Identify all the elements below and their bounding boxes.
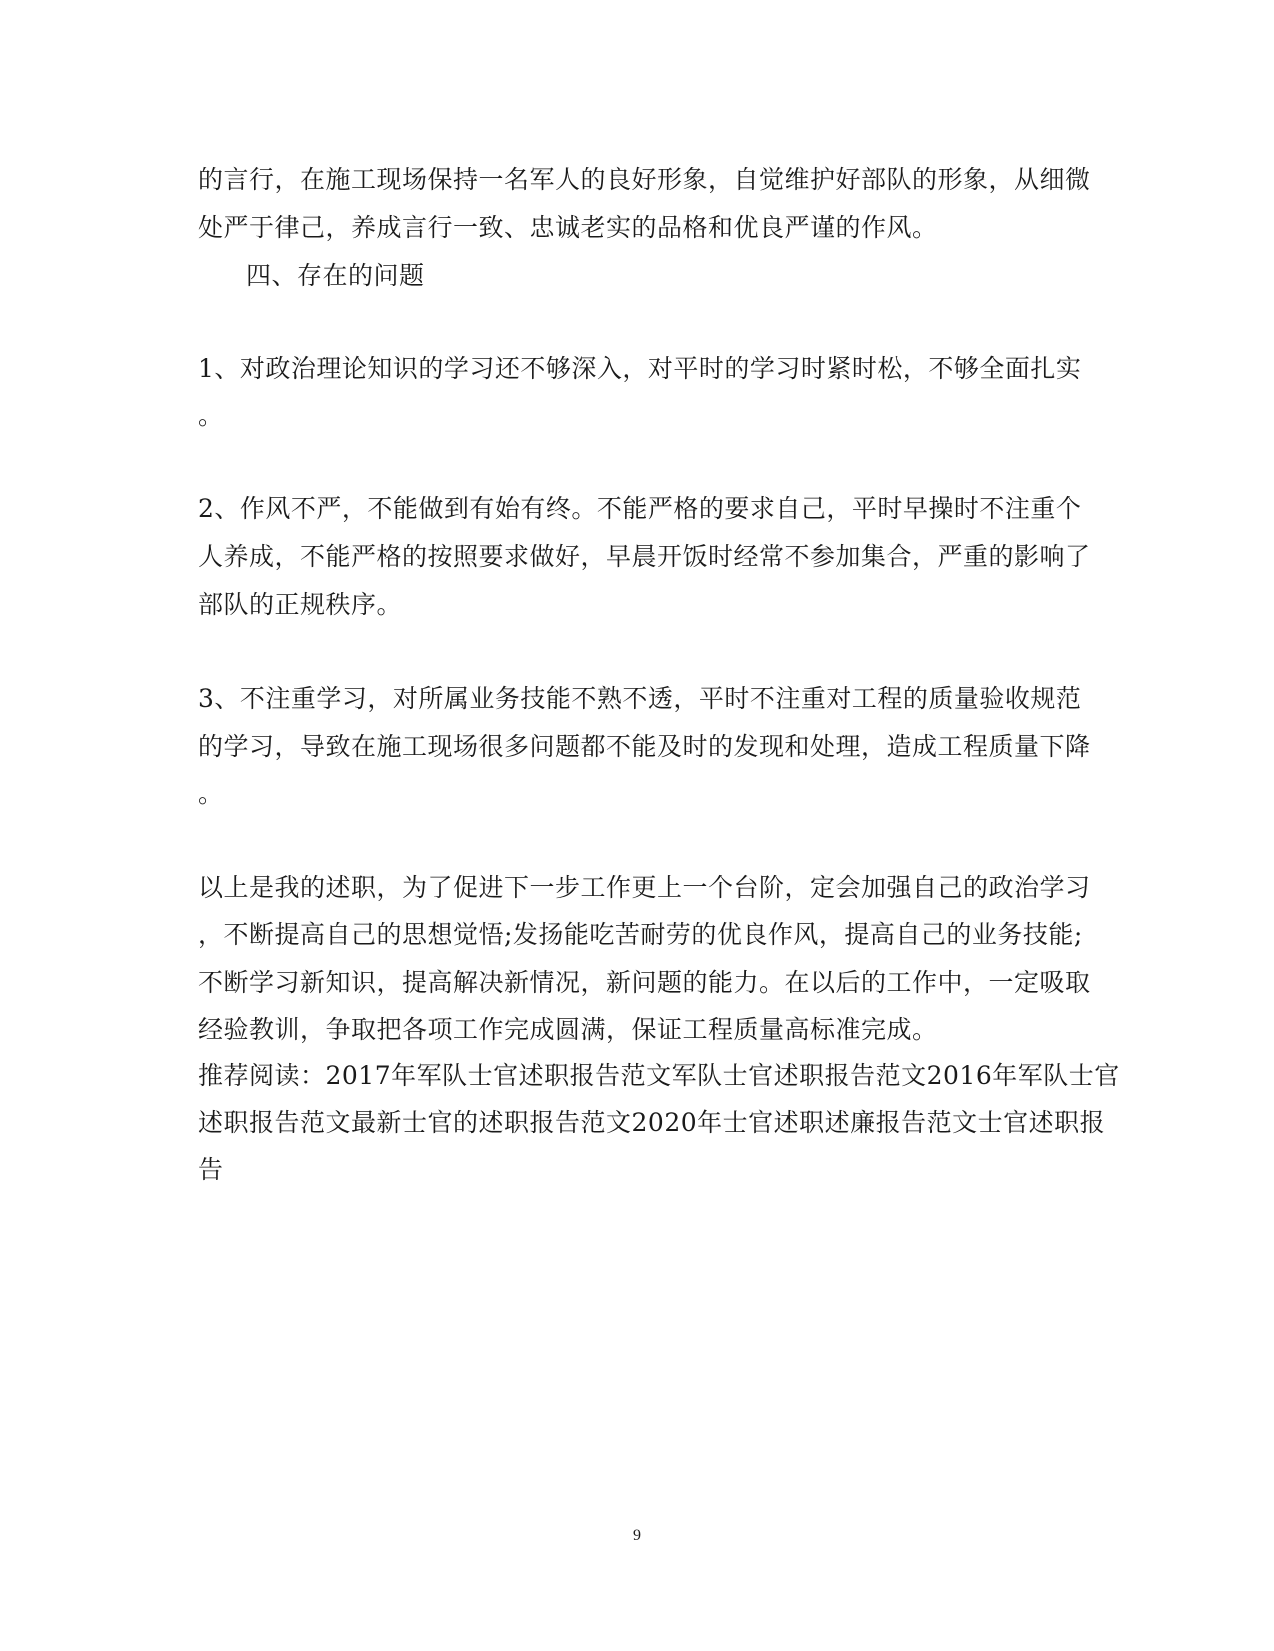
section-heading: 四、存在的问题	[246, 261, 425, 290]
text-line: 以上是我的述职，为了促进下一步工作更上一个台阶，定会加强自己的政治学习	[198, 873, 1091, 902]
text-line: ，不断提高自己的思想觉悟;发扬能吃苦耐劳的优良作风，提高自己的业务技能;	[198, 920, 1083, 949]
text-line: 处严于律己，养成言行一致、忠诚老实的品格和优良严谨的作风。	[198, 213, 938, 242]
text-line: 的言行，在施工现场保持一名军人的良好形象，自觉维护好部队的形象，从细微	[198, 165, 1091, 194]
text-line: 1、对政治理论知识的学习还不够深入，对平时的学习时紧时松，不够全面扎实	[198, 354, 1082, 383]
text-line: 不断学习新知识，提高解决新情况，新问题的能力。在以后的工作中，一定吸取	[198, 968, 1091, 997]
text-line: 3、不注重学习，对所属业务技能不熟不透，平时不注重对工程的质量验收规范	[198, 684, 1082, 713]
recommended-reading-line: 述职报告范文最新士官的述职报告范文2020年士官述职述廉报告范文士官述职报	[198, 1108, 1106, 1137]
text-line: 的学习，导致在施工现场很多问题都不能及时的发现和处理，造成工程质量下降	[198, 732, 1091, 761]
text-line: 部队的正规秩序。	[198, 590, 403, 619]
text-line: 2、作风不严，不能做到有始有终。不能严格的要求自己，平时早操时不注重个	[198, 494, 1082, 523]
page-number: 9	[633, 1527, 641, 1544]
recommended-reading-line: 推荐阅读：2017年军队士官述职报告范文军队士官述职报告范文2016年军队士官	[198, 1061, 1120, 1090]
recommended-reading-line: 告	[198, 1155, 224, 1184]
text-line: 。	[198, 779, 224, 808]
text-line: 人养成，不能严格的按照要求做好，早晨开饭时经常不参加集合，严重的影响了	[198, 542, 1091, 571]
text-line: 。	[198, 401, 224, 430]
text-line: 经验教训，争取把各项工作完成圆满，保证工程质量高标准完成。	[198, 1015, 938, 1044]
